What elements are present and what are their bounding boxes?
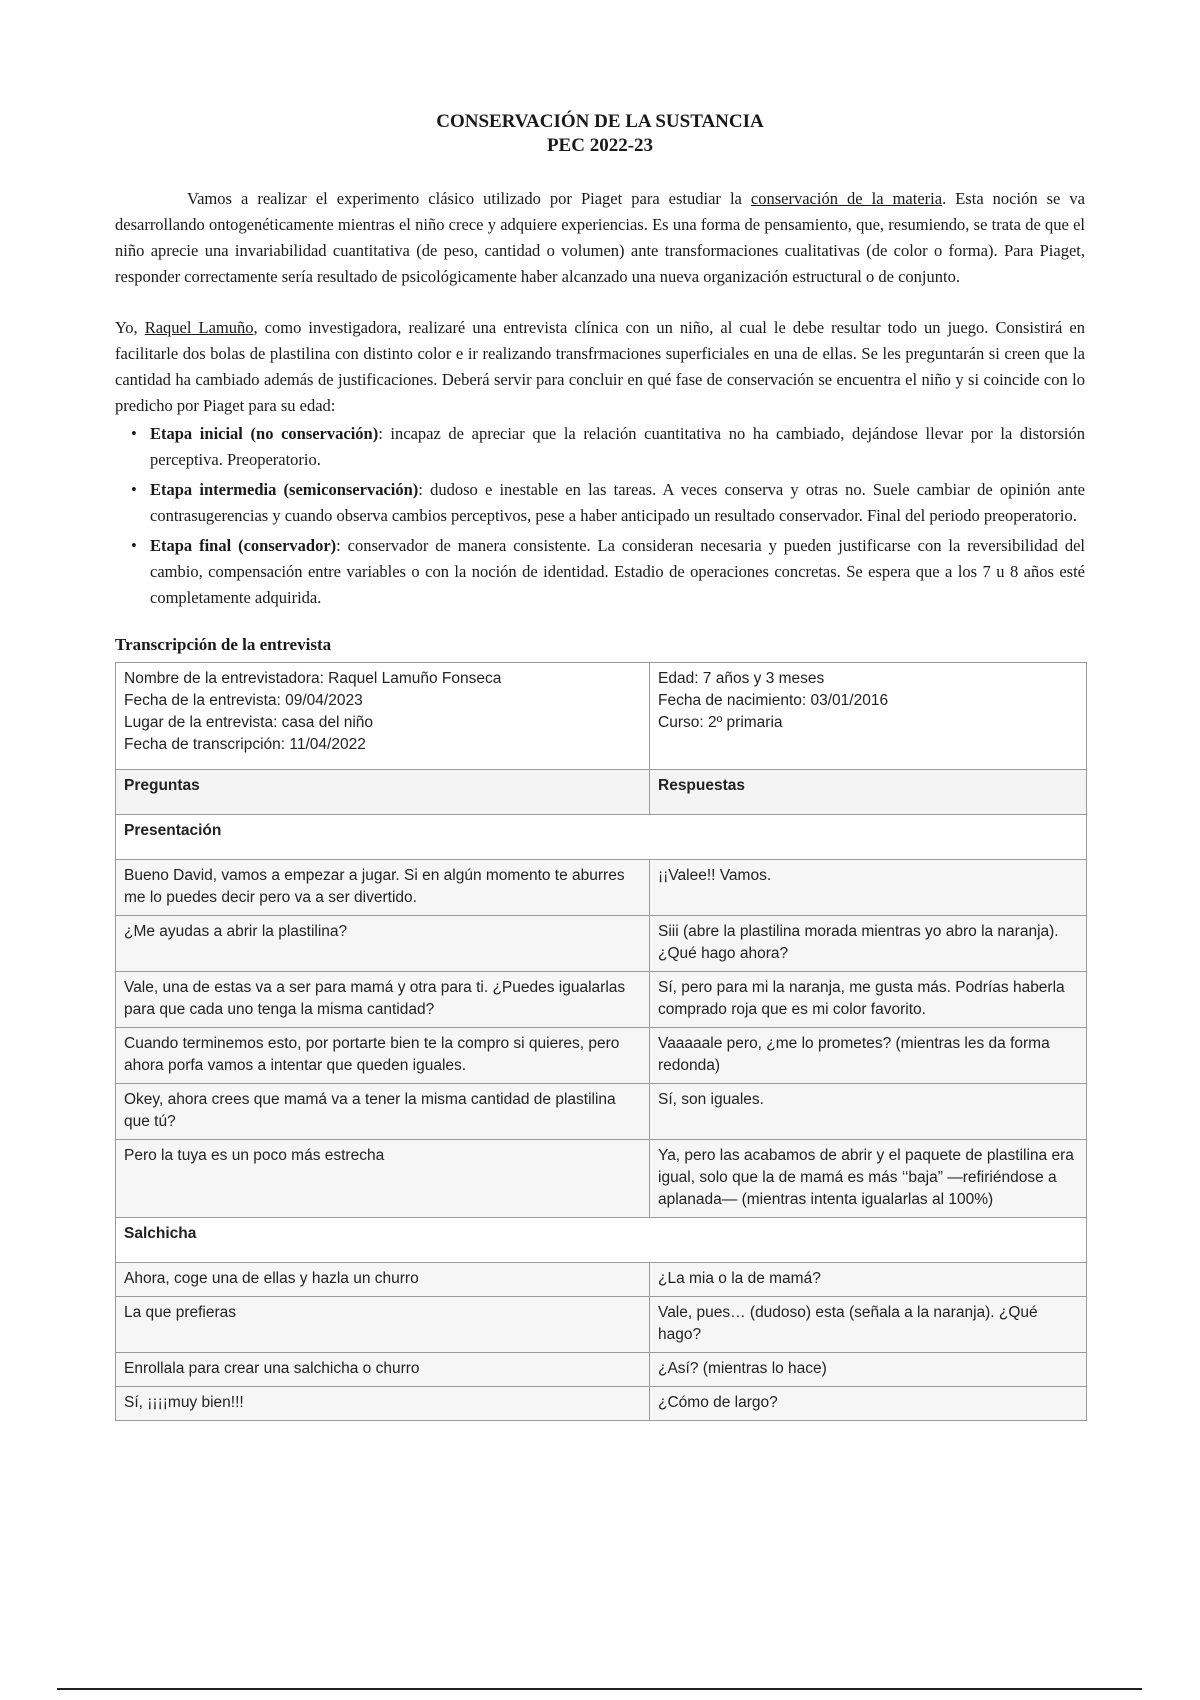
stage-item	[131, 421, 1085, 473]
intro-p2-after: , como investigadora, realizaré una entrevista clínica con un niño, al cual le debe resultar todo un juego. Consistirá en facilitarle dos bolas de plastilina con distinto color e ir realizando transfrmaciones superficiales en una de ellas. Se les preguntarán si creen que la cantidad ha cambiado además de justificaciones. Deberá servir para concluir en qué fase de conservación se encuentra el niño y si coincide con lo predicho por Piaget para su edad:	[115, 318, 1085, 415]
question-cell: Cuando terminemos esto, por portarte bien te la compro si quieres, pero ahora porfa vamos a intentar que queden iguales.	[116, 1028, 650, 1084]
table-row	[116, 1140, 1087, 1218]
table-row	[116, 1387, 1087, 1421]
answer-cell: ¿Cómo de largo?	[650, 1387, 1087, 1421]
stages-list	[115, 421, 1085, 611]
intro-p1-after: . Esta noción se va desarrollando ontogenéticamente mientras el niño crece y adquiere experiencias. Es una forma de pensamiento, que, resumiendo, se trata de que el niño aprecie una invariabilidad cuantitativa (de peso, cantidad o volumen) ante transformaciones cualitativas (de color o forma). Para Piaget, responder correctamente sería resultado de psicológicamente haber alcanzado una nueva organización estructural o de conjunto.	[115, 189, 1085, 286]
document-page	[115, 110, 1085, 1421]
interviewer-name: Nombre de la entrevistadora: Raquel Lamuño Fonseca	[124, 670, 502, 687]
table-row	[116, 1028, 1087, 1084]
interview-place: Lugar de la entrevista: casa del niño	[124, 714, 374, 731]
transcript-section-title: Transcripción de la entrevista	[115, 635, 332, 654]
document-subtitle: PEC 2022-23	[546, 135, 654, 156]
answer-cell: Vaaaaale pero, ¿me lo prometes? (mientras les da forma redonda)	[650, 1028, 1087, 1084]
transcription-date: Fecha de transcripción: 11/04/2022	[124, 736, 366, 753]
table-row	[116, 860, 1087, 916]
question-cell: ¿Me ayudas a abrir la plastilina?	[116, 916, 650, 972]
answer-cell: ¿Así? (mientras lo hace)	[650, 1353, 1087, 1387]
interview-date: Fecha de la entrevista: 09/04/2023	[124, 692, 363, 709]
intro-paragraph-2	[115, 315, 1085, 419]
bullet-icon: •	[131, 480, 137, 499]
stage-name: Etapa final (conservador)	[150, 536, 337, 555]
question-cell: Sí, ¡¡¡¡muy bien!!!	[116, 1387, 650, 1421]
page-bottom-rule	[57, 1688, 1142, 1690]
table-row	[116, 1263, 1087, 1297]
transcript-table	[115, 662, 1087, 1421]
answers-header: Respuestas	[650, 770, 1087, 815]
intro-paragraph-1	[115, 186, 1085, 290]
intro-p1-before: Vamos a realizar el experimento clásico utilizado por Piaget para estudiar la	[187, 189, 751, 208]
section-row-salchicha	[116, 1218, 1087, 1263]
answer-cell: Siii (abre la plastilina morada mientras yo abro la naranja). ¿Qué hago ahora?	[650, 916, 1087, 972]
question-cell: Vale, una de estas va a ser para mamá y otra para ti. ¿Puedes igualarlas para que cada uno tenga la misma cantidad?	[116, 972, 650, 1028]
question-cell: Enrollala para crear una salchicha o churro	[116, 1353, 650, 1387]
stage-text: : incapaz de apreciar que la relación cuantitativa no ha cambiado, dejándose llevar por la distorsión perceptiva. Preoperatorio.	[150, 424, 1085, 469]
bullet-icon: •	[131, 424, 137, 443]
stage-item	[131, 533, 1085, 611]
question-cell: Ahora, coge una de ellas y hazla un churro	[116, 1263, 650, 1297]
child-school-year: Curso: 2º primaria	[658, 714, 783, 731]
table-row	[116, 1353, 1087, 1387]
child-metadata-cell	[650, 663, 1087, 770]
questions-header: Preguntas	[116, 770, 650, 815]
stage-name: Etapa intermedia (semiconservación)	[150, 480, 419, 499]
answer-cell: ¿La mia o la de mamá?	[650, 1263, 1087, 1297]
bullet-icon: •	[131, 536, 137, 555]
question-cell: Okey, ahora crees que mamá va a tener la misma cantidad de plastilina que tú?	[116, 1084, 650, 1140]
section-presentacion-label: Presentación	[116, 815, 1087, 860]
section-row-presentacion	[116, 815, 1087, 860]
stage-item	[131, 477, 1085, 529]
stage-text: : conservador de manera consistente. La consideran necesaria y pueden justificarse con la reversibilidad del cambio, compensación entre variables o con la noción de identidad. Estadio de operaciones concretas. Se espera que a los 7 u 8 años esté completamente adquirida.	[150, 536, 1085, 607]
conservation-link: conservación de la materia	[750, 189, 943, 208]
document-title: CONSERVACIÓN DE LA SUSTANCIA	[436, 111, 764, 132]
question-cell: Bueno David, vamos a empezar a jugar. Si en algún momento te aburres me lo puedes decir pero va a ser divertido.	[116, 860, 650, 916]
section-salchicha-label: Salchicha	[116, 1218, 1087, 1263]
table-row	[116, 972, 1087, 1028]
table-row	[116, 916, 1087, 972]
question-cell: Pero la tuya es un poco más estrecha	[116, 1140, 650, 1218]
answer-cell: ¡¡Valee!! Vamos.	[650, 860, 1087, 916]
table-row	[116, 1297, 1087, 1353]
question-cell: La que prefieras	[116, 1297, 650, 1353]
table-row	[116, 1084, 1087, 1140]
answer-cell: Vale, pues… (dudoso) esta (señala a la naranja). ¿Qué hago?	[650, 1297, 1087, 1353]
child-birthdate: Fecha de nacimiento: 03/01/2016	[658, 692, 889, 709]
answer-cell: Ya, pero las acabamos de abrir y el paquete de plastilina era igual, solo que la de mamá es más ‘‘baja” —refiriéndose a aplanada— (mientras intenta igualarlas al 100%)	[650, 1140, 1087, 1218]
interviewer-metadata-cell	[116, 663, 650, 770]
stage-name: Etapa inicial (no conservación)	[150, 424, 379, 443]
intro-p2-before: Yo,	[115, 318, 145, 337]
researcher-name: Raquel Lamuño	[144, 318, 254, 337]
table-header-row	[116, 770, 1087, 815]
interview-metadata-row	[116, 663, 1087, 770]
stage-text: : dudoso e inestable en las tareas. A veces conserva y otras no. Suele cambiar de opinión ante contrasugerencias y cuando observa cambios perceptivos, pese a haber anticipado un resultado conservador. Final del periodo preoperatorio.	[150, 480, 1085, 525]
child-age: Edad: 7 años y 3 meses	[658, 670, 825, 687]
answer-cell: Sí, son iguales.	[650, 1084, 1087, 1140]
answer-cell: Sí, pero para mi la naranja, me gusta más. Podrías haberla comprado roja que es mi color favorito.	[650, 972, 1087, 1028]
